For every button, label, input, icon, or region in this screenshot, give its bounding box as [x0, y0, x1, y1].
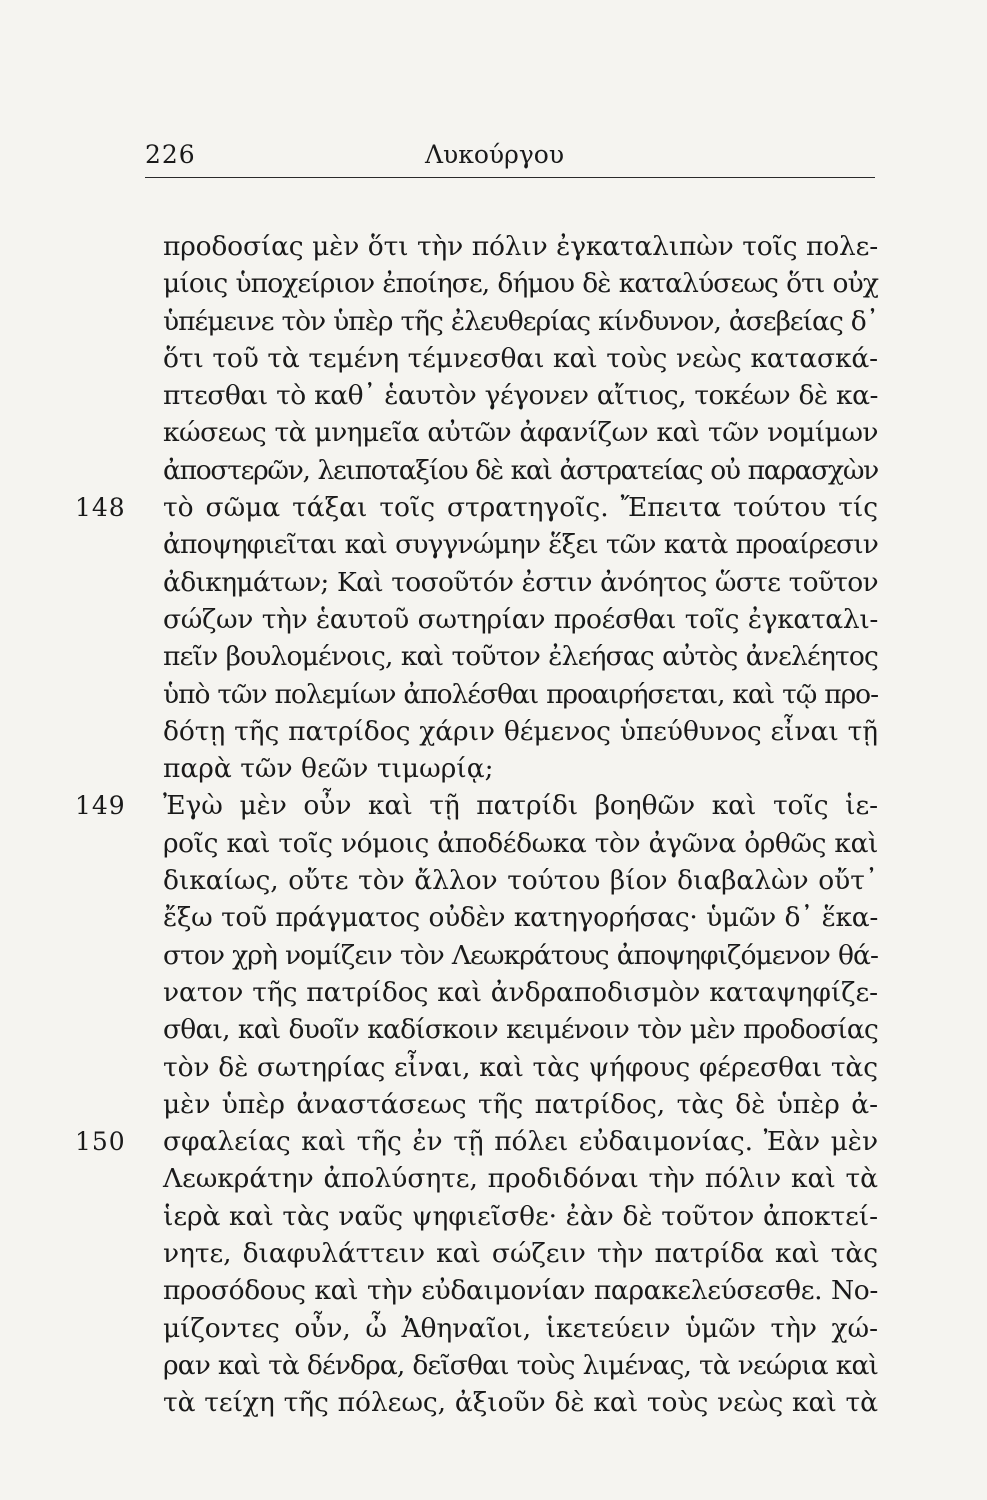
line-text: ραν καὶ τὰ δένδρα, δεῖσθαι τοὺς λιμένας, τὰ νεώρια καὶ [163, 1349, 878, 1381]
text-line [163, 825, 878, 862]
section-number: 150 [75, 1127, 126, 1157]
text-line [163, 564, 878, 601]
text-line [163, 452, 878, 489]
text-line [163, 1310, 878, 1347]
line-text: σώζων τὴν ἑαυτοῦ σωτηρίαν προέσθαι τοῖς ἐγκαταλι- [163, 603, 878, 635]
text-line [163, 750, 878, 787]
line-text: τὸ σῶμα τάξαι τοῖς στρατηγοῖς. Ἔπειτα τούτου τίς [163, 492, 878, 524]
line-text: Λεωκράτην ἀπολύσητε, προδιδόναι τὴν πόλιν καὶ τὰ [163, 1163, 878, 1195]
line-text: νατον τῆς πατρίδος καὶ ἀνδραποδισμὸν καταψηφίζε- [163, 976, 878, 1008]
text-line [163, 303, 878, 340]
text-line [163, 1347, 878, 1384]
text-line [75, 787, 878, 824]
line-text: ροῖς καὶ τοῖς νόμοις ἀποδέδωκα τὸν ἀγῶνα ὀρθῶς καὶ [163, 827, 878, 859]
page-number: 226 [145, 140, 196, 169]
text-line [163, 526, 878, 563]
line-text: πτεσθαι τὸ καθ᾽ ἑαυτὸν γέγονεν αἴτιος, τοκέων δὲ κα- [163, 380, 878, 412]
line-text: νητε, διαφυλάττειν καὶ σώζειν τὴν πατρίδα καὶ τὰς [163, 1238, 878, 1270]
line-text: σθαι, καὶ δυοῖν καδίσκοιν κειμένοιν τὸν μὲν προδοσίας [163, 1014, 878, 1046]
text-line [163, 1049, 878, 1086]
text-line [163, 1272, 878, 1309]
line-text: προσόδους καὶ τὴν εὐδαιμονίαν παρακελεύσεσθε. Νο- [163, 1275, 878, 1307]
line-text: τὰ τείχη τῆς πόλεως, ἀξιοῦν δὲ καὶ τοὺς νεὼς καὶ τὰ [163, 1387, 878, 1419]
text-line [163, 974, 878, 1011]
text-line [163, 676, 878, 713]
running-title: Λυκούργου [425, 140, 565, 169]
text-line [163, 713, 878, 750]
line-text: μίοις ὑποχείριον ἐποίησε, δήμου δὲ καταλύσεως ὅτι οὐχ [163, 268, 878, 300]
text-line [163, 899, 878, 936]
text-line [163, 228, 878, 265]
text-line [75, 489, 878, 526]
text-line [163, 340, 878, 377]
line-text: κώσεως τὰ μνημεῖα αὐτῶν ἀφανίζων καὶ τῶν νομίμων [163, 417, 878, 449]
text-line [163, 377, 878, 414]
text-line [163, 414, 878, 451]
text-line [163, 638, 878, 675]
text-line [163, 1198, 878, 1235]
text-line [163, 1086, 878, 1123]
line-text: Ἐγὼ μὲν οὖν καὶ τῇ πατρίδι βοηθῶν καὶ τοῖς ἱε- [163, 790, 878, 822]
line-text: μίζοντες οὖν, ὦ Ἀθηναῖοι, ἱκετεύειν ὑμῶν τὴν χώ- [163, 1312, 878, 1344]
line-text: ἀδικημάτων; Καὶ τοσοῦτόν ἐστιν ἀνόητος ὥστε τοῦτον [163, 566, 878, 598]
line-text: δότῃ τῆς πατρίδος χάριν θέμενος ὑπεύθυνος εἶναι τῇ [163, 715, 878, 747]
text-line [163, 862, 878, 899]
line-text: ὑπὸ τῶν πολεμίων ἀπολέσθαι προαιρήσεται, καὶ τῷ προ- [163, 678, 878, 710]
header-rule [145, 177, 875, 178]
line-text: μὲν ὑπὲρ ἀναστάσεως τῆς πατρίδος, τὰς δὲ ὑπὲρ ἀ- [163, 1088, 878, 1120]
line-text: ὅτι τοῦ τὰ τεμένη τέμνεσθαι καὶ τοὺς νεὼς κατασκά- [163, 342, 878, 374]
line-text: στον χρὴ νομίζειν τὸν Λεωκράτους ἀποψηφιζόμενον θά- [163, 939, 878, 971]
text-line [163, 937, 878, 974]
line-text: προδοσίας μὲν ὅτι τὴν πόλιν ἐγκαταλιπὼν τοῖς πολε- [163, 231, 878, 262]
text-line [163, 601, 878, 638]
running-head [145, 140, 873, 180]
text-line [75, 1123, 878, 1160]
text-line [163, 265, 878, 302]
line-text: ἀποψηφιεῖται καὶ συγγνώμην ἕξει τῶν κατὰ προαίρεσιν [163, 529, 878, 561]
text-line [163, 1160, 878, 1197]
line-text: τὸν δὲ σωτηρίας εἶναι, καὶ τὰς ψήφους φέρεσθαι τὰς [163, 1051, 878, 1083]
line-text: ὑπέμεινε τὸν ὑπὲρ τῆς ἐλευθερίας κίνδυνον, ἀσεβείας δ᾽ [163, 305, 878, 337]
text-line [163, 1235, 878, 1272]
text-line [163, 1384, 878, 1421]
line-text: σφαλείας καὶ τῆς ἐν τῇ πόλει εὐδαιμονίας. Ἐὰν μὲν [163, 1126, 878, 1158]
text-line [163, 1011, 878, 1048]
section-number: 149 [75, 791, 126, 821]
line-text: πεῖν βουλομένοις, καὶ τοῦτον ἐλεήσας αὐτὸς ἀνελέητος [163, 641, 878, 673]
body-text [75, 228, 878, 1422]
section-number: 148 [75, 493, 126, 523]
line-text: ἱερὰ καὶ τὰς ναῦς ψηφιεῖσθε· ἐὰν δὲ τοῦτον ἀποκτεί- [163, 1200, 878, 1232]
line-text: ἀποστερῶν, λειποταξίου δὲ καὶ ἀστρατείας οὐ παρασχὼν [163, 454, 878, 486]
line-text: παρὰ τῶν θεῶν τιμωρίᾳ; [163, 753, 494, 785]
line-text: δικαίως, οὔτε τὸν ἄλλον τούτου βίον διαβαλὼν οὔτ᾽ [163, 865, 878, 897]
line-text: ἔξω τοῦ πράγματος οὐδὲν κατηγορήσας· ὑμῶν δ᾽ ἕκα- [163, 902, 878, 934]
